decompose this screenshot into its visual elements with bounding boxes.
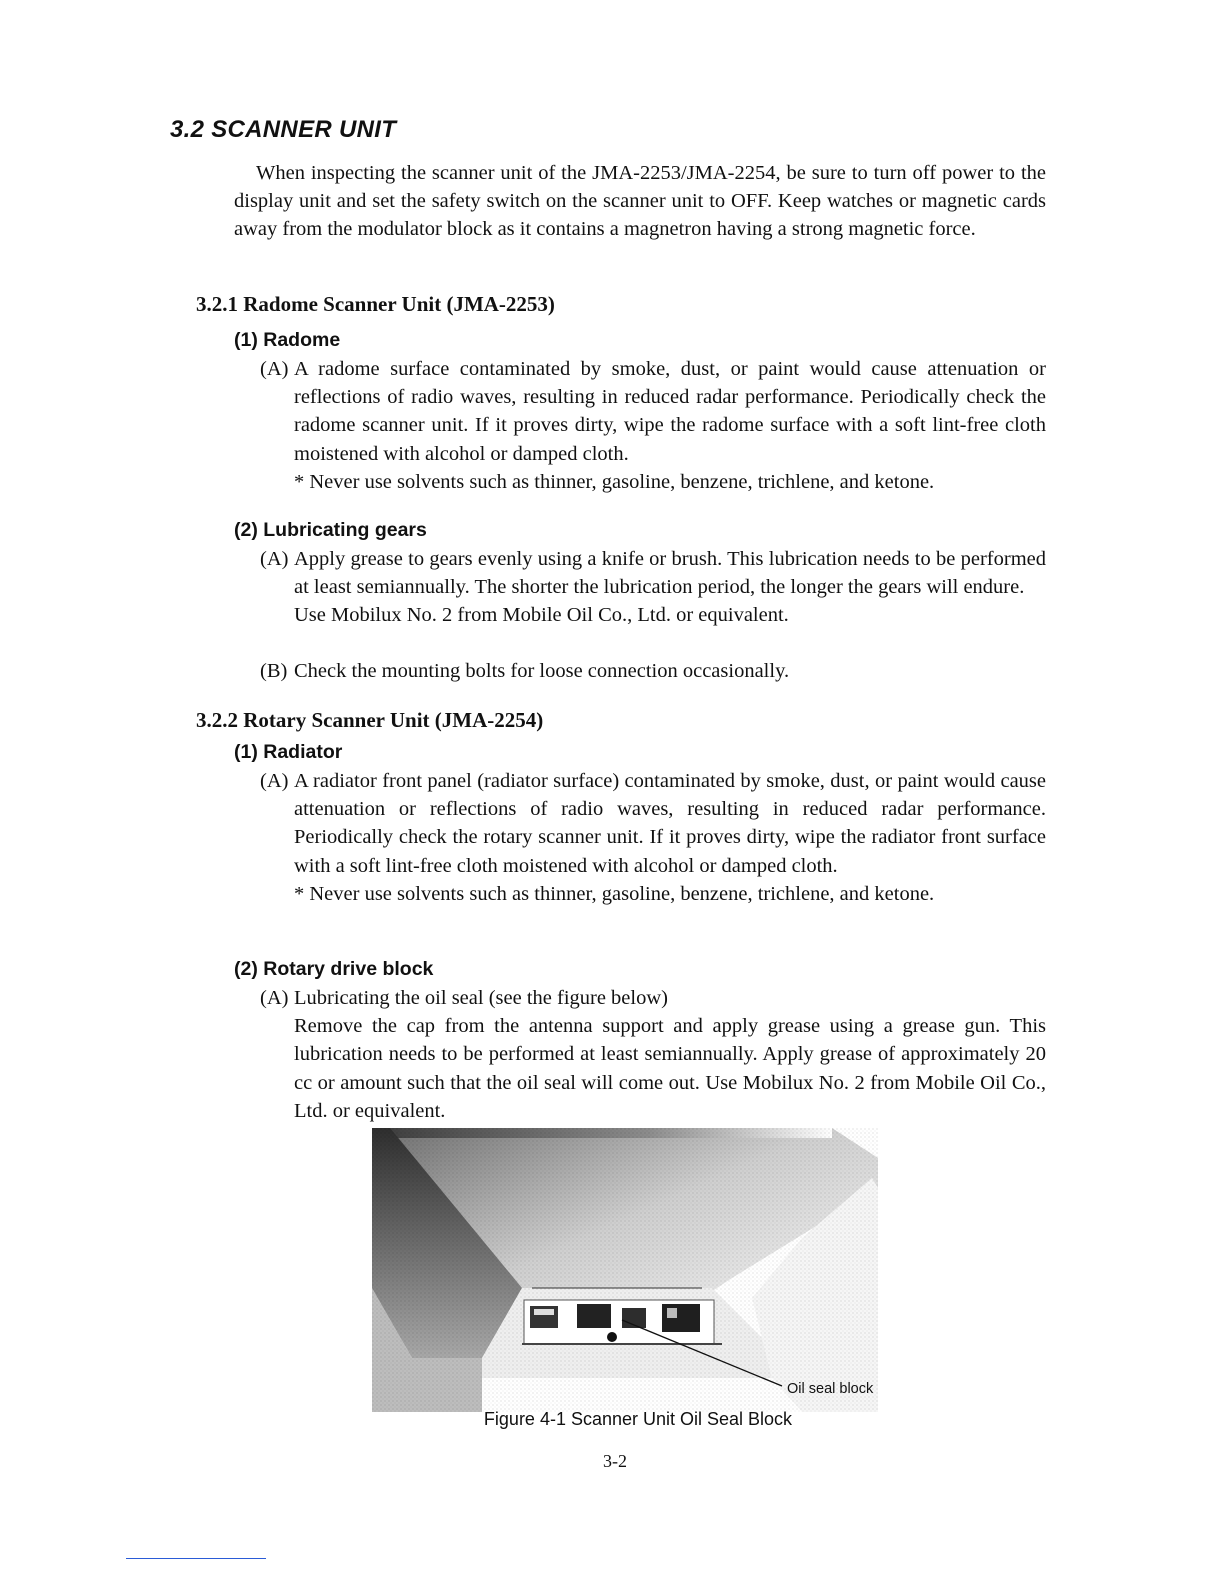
figure-caption: Figure 4-1 Scanner Unit Oil Seal Block — [483, 1409, 793, 1429]
note-solvents: * Never use solvents such as thinner, gasoline, benzene, trichlene, and ketone. — [294, 470, 935, 493]
note-solvents: * Never use solvents such as thinner, gasoline, benzene, trichlene, and ketone. — [294, 882, 935, 905]
list-marker: (A) — [260, 358, 289, 380]
section-intro: When inspecting the scanner unit of the JMA-2253/JMA-2254, be sure to turn off power to the display unit and set the safety switch on the scanner unit to OFF. Keep watches or magnetic cards away from the modulator block as it contains a magnetron having a strong magnetic force. — [234, 162, 1046, 241]
subsection-title-rotary-unit: 3.2.2 Rotary Scanner Unit (JMA-2254) — [196, 708, 544, 732]
oil-seal-block-photo — [372, 1128, 878, 1412]
list-marker: (A) — [260, 548, 289, 570]
item-title-radiator: (1) Radiator — [234, 741, 343, 763]
figure-callout-oil-seal-block: Oil seal block — [787, 1381, 874, 1397]
note-grease-type: Use Mobilux No. 2 from Mobile Oil Co., Ltd. or equivalent. — [294, 604, 789, 627]
list-item-radiator-a — [260, 767, 1046, 908]
paragraph-gears-b: Check the mounting bolts for loose connection occasionally. — [294, 660, 790, 682]
paragraph-radome-a: A radome surface contaminated by smoke, dust, or paint would cause attenuation or reflections of radio waves, resulting in reduced radar performance. Periodically check the radome scanner unit. If it proves dirty, wipe the radome surface with a soft lint-free cloth moistened with alcohol or damped cloth. — [294, 358, 1046, 465]
footer-rule — [126, 1558, 266, 1559]
item-title-radome: (1) Radome — [234, 329, 341, 351]
list-marker: (A) — [260, 770, 289, 792]
list-marker: (A) — [260, 987, 289, 1009]
list-item-gears-b — [260, 657, 1046, 685]
item-title-lubricating-gears: (2) Lubricating gears — [234, 519, 427, 541]
paragraph-gears-a: Apply grease to gears evenly using a knife or brush. This lubrication needs to be performed at least semiannually. The shorter the lubrication period, the longer the gears will endure. — [294, 548, 1046, 599]
list-marker: (B) — [260, 660, 288, 682]
paragraph-radiator-a: A radiator front panel (radiator surface) contaminated by smoke, dust, or paint would cause attenuation or reflections of radio waves, resulting in reduced radar performance. Periodically check the rotary scanner unit. If it proves dirty, wipe the radiator front surface with a soft lint-free cloth moistened with alcohol or damped cloth. — [294, 770, 1046, 877]
subsection-title-radome-unit: 3.2.1 Radome Scanner Unit (JMA-2253) — [196, 292, 555, 316]
scanner-unit-photo-illustration — [372, 1128, 878, 1412]
list-item-radome-a — [260, 355, 1046, 496]
paragraph-oil-seal-heading: Lubricating the oil seal (see the figure below) — [294, 987, 668, 1009]
paragraph-oil-seal-instructions: Remove the cap from the antenna support and apply grease using a grease gun. This lubrication needs to be performed at least semiannually. Apply grease of approximately 20 cc or amount such that the oil seal will come out. Use Mobilux No. 2 from Mobile Oil Co., Ltd. or equivalent. — [294, 1015, 1046, 1122]
page-number: 3-2 — [603, 1451, 627, 1471]
section-title: 3.2 SCANNER UNIT — [170, 116, 397, 143]
list-item-drive-block-a — [260, 984, 1046, 1125]
item-title-rotary-drive-block: (2) Rotary drive block — [234, 958, 434, 980]
list-item-gears-a — [260, 545, 1046, 630]
